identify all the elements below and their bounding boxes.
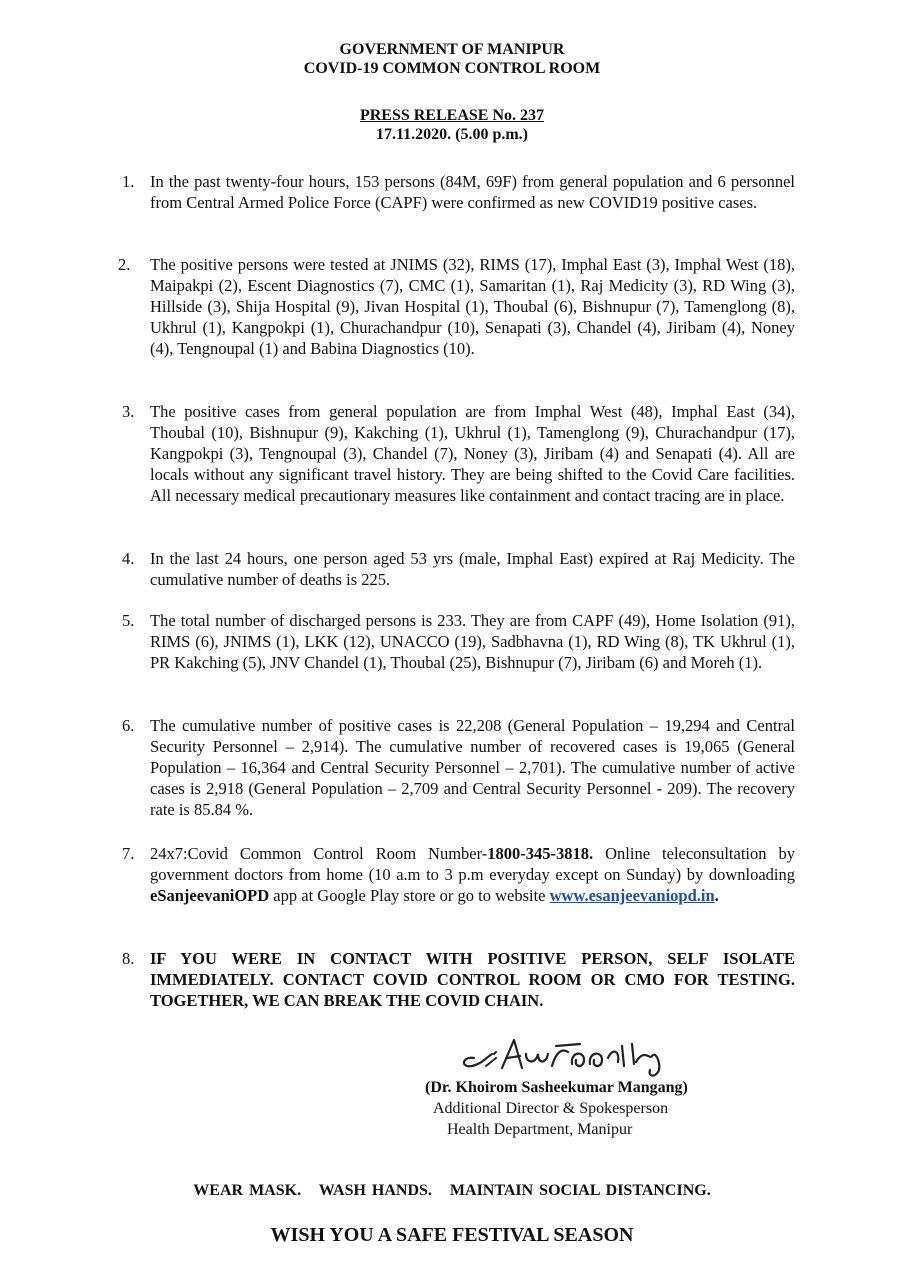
list-item [122,401,795,506]
item-text [150,843,795,906]
advisory-text: IF YOU WERE IN CONTACT WITH POSITIVE PERSON, SELF ISOLATE IMMEDIATELY. CONTACT COVID CONTROL ROOM OR CMO FOR TESTING. TOGETHER, WE CAN BREAK THE COVID CHAIN. [150,949,795,1010]
list-item [122,171,795,213]
item-number: 4. [122,549,135,568]
item-number: 1. [122,172,135,191]
website-link[interactable]: www.esanjeevaniopd.in [549,886,715,905]
item-text: The positive persons were tested at JNIMS (32), RIMS (17), Imphal East (3), Imphal West (18), Maipakpi (2), Escent Diagnostics (7), CMC (1), Samaritan (1), Raj Medicity (3), RD Wing (3), Hillside (3), Shija Hospital (9), Jivan Hospital (1), Thoubal (6), Bishnupur (7), Tamenglong (8), Ukhrul (1), Kangpokpi (1), Churachandpur (10), Senapati (3), Chandel (4), Jiribam (4), Noney (4), Tengnoupal (1) and Babina Diagnostics (10). [150,255,795,358]
festival-greeting: WISH YOU A SAFE FESTIVAL SEASON [270,1224,634,1246]
letterhead [0,40,904,78]
list-item [122,610,795,673]
signatory-department: Health Department, Manipur [447,1121,633,1138]
item-text: The positive cases from general population are from Imphal West (48), Imphal East (34), Thoubal (10), Bishnupur (9), Kakching (1), Ukhrul (1), Tamenglong (9), Churachandpur (17), Kangpokpi (3), Tengnoupal (3), Chandel (7), Noney (3), Jiribam (4) and Senapati (4). All are locals without any significant travel history. They are being shifted to the Covid Care facilities. All necessary medical precautionary measures like containment and contact tracing are in place. [150,402,795,505]
app-name: eSanjeevaniOPD [150,886,270,905]
list-item [122,548,795,590]
store-text: app at Google Play store or go to website [269,886,550,905]
item-number: 2. [118,255,131,274]
item-text: In the last 24 hours, one person aged 53 yrs (male, Imphal East) expired at Raj Medicity. The cumulative number of deaths is 225. [150,549,795,589]
item-number: 3. [122,402,135,421]
signatory-name: (Dr. Khoirom Sasheekumar Mangang) [425,1079,688,1096]
list-item-advisory [122,948,795,1011]
item-text: In the past twenty-four hours, 153 persons (84M, 69F) from general population and 6 personnel from Central Armed Police Force (CAPF) were confirmed as new COVID19 positive cases. [150,172,795,212]
item-number: 6. [122,716,135,735]
item-number: 7. [122,844,135,863]
teleconsult-text: Online teleconsultation by government doctors from home (10 a.m to 3 p.m everyday except on Sunday) by downloading [150,844,795,884]
government-title: GOVERNMENT OF MANIPUR [339,41,565,58]
signature-image [452,1030,677,1080]
helpline-text: 24x7:Covid Common Control Room Number- [150,844,488,863]
press-release-number: PRESS RELEASE No. 237 [359,107,545,124]
release-heading [0,106,904,144]
item-text: The cumulative number of positive cases is 22,208 (General Population – 19,294 and Central Security Personnel – 2,914). The cumulative number of recovered cases is 19,065 (General Population – 16,364 and Central Security Personnel – 2,701). The cumulative number of active cases is 2,918 (General Population – 2,709 and Central Security Personnel - 209). The recovery rate is 85.84 %. [150,716,795,819]
press-release-date: 17.11.2020. (5.00 p.m.) [376,126,528,143]
item-end-period: . [714,886,719,905]
item-number: 8. [122,949,135,968]
list-item [118,254,795,359]
signatory-designation: Additional Director & Spokesperson [433,1100,669,1117]
item-number: 5. [122,611,135,630]
list-item [122,715,795,820]
control-room-title: COVID-19 COMMON CONTROL ROOM [303,60,601,77]
helpline-number: 1800-345-3818. [487,844,594,863]
list-item-helpline [122,843,795,906]
item-text: The total number of discharged persons is 233. They are from CAPF (49), Home Isolation (91), RIMS (6), JNIMS (1), LKK (12), UNACCO (19), Sadbhavna (1), RD Wing (8), TK Ukhrul (1), PR Kakching (5), JNV Chandel (1), Thoubal (25), Bishnupur (7), Jiribam (6) and Moreh (1). [150,611,795,672]
safety-slogan: WEAR MASK. WASH HANDS. MAINTAIN SOCIAL DISTANCING. [193,1182,711,1199]
